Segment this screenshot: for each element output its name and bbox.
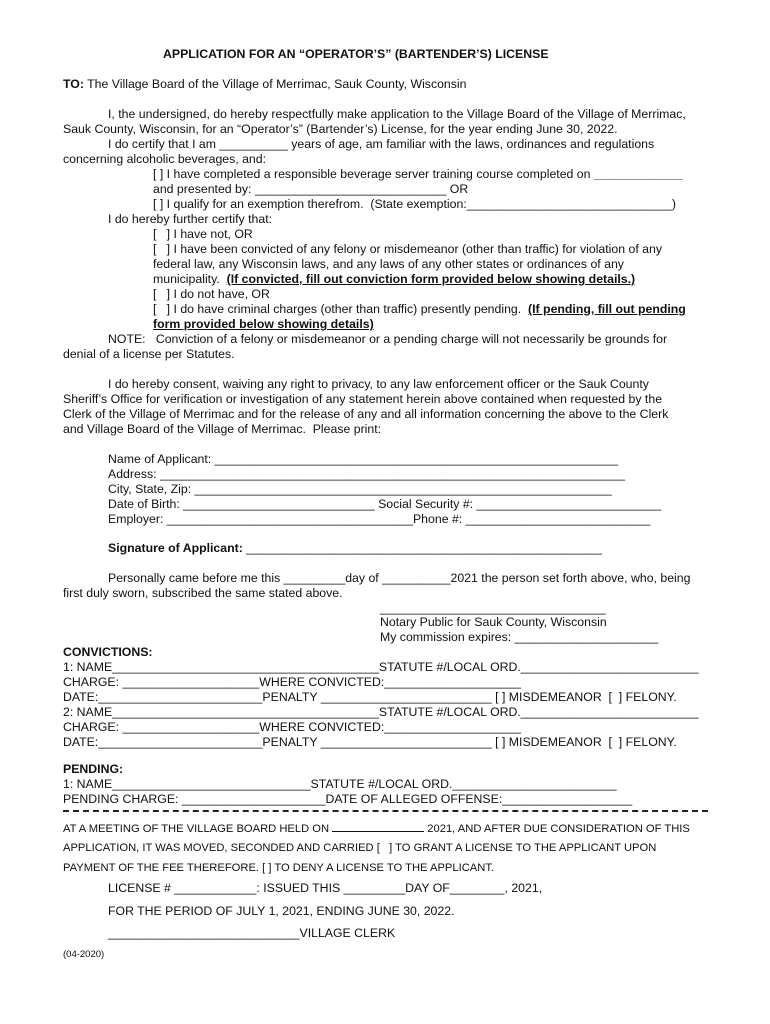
form-code: (04-2020) (63, 949, 105, 960)
training-presented-by[interactable]: and presented by: ____________________________ OR (153, 182, 469, 196)
page-title: APPLICATION FOR AN “OPERATOR’S” (BARTENDER’S) LICENSE (163, 47, 549, 61)
consent-line-4: and Village Board of the Village of Merrimac. Please print: (63, 422, 382, 436)
convicted-option[interactable]: [ ] I have been convicted of any felony or misdemeanor (other than traffic) for violation of any (153, 242, 662, 256)
training-date-blank[interactable]: _____________ (593, 167, 683, 181)
pending-instruction-2: form provided below showing details) (153, 317, 374, 331)
notary-line-1: Personally came before me this _________day of __________2021 the person set forth above, who, being (108, 571, 691, 585)
meeting-date-blank[interactable] (332, 821, 424, 832)
city-state-zip-field[interactable]: City, State, Zip: _____________________________________________________________ (108, 482, 612, 496)
note-line-2: denial of a license per Statutes. (63, 347, 235, 361)
consent-line-1: I do hereby consent, waiving any right to privacy, to any law enforcement officer or the Sauk County (108, 377, 649, 391)
conviction-row[interactable]: 2: NAME_______________________________________STATUTE #/LOCAL ORD.__________________________ (63, 705, 699, 719)
intro-line-2: Sauk County, Wisconsin, for an “Operator’s” (Bartender’s) License, for the year ending June 30, 2022. (63, 122, 618, 136)
applicant-name-field[interactable]: Name of Applicant: ___________________________________________________________ (108, 452, 619, 466)
pending-row[interactable]: PENDING CHARGE: _____________________DATE OF ALLEGED OFFENSE:___________________ (63, 792, 633, 806)
conviction-row[interactable]: 1: NAME_______________________________________STATUTE #/LOCAL ORD.__________________________ (63, 660, 699, 674)
board-line-2: APPLICATION, IT WAS MOVED, SECONDED AND CARRIED [ ] TO GRANT A LICENSE TO THE APPLICANT UPON (63, 842, 657, 854)
conviction-row[interactable]: DATE:________________________PENALTY _________________________ [ ] MISDEMEANOR [ ] FELONY. (63, 690, 677, 704)
village-clerk-signature[interactable]: ____________________________VILLAGE CLERK (108, 926, 396, 940)
conviction-row[interactable]: CHARGE: ____________________WHERE CONVICTED:____________________ (63, 720, 522, 734)
license-number-line[interactable]: LICENSE # ____________: ISSUED THIS _________DAY OF________, 2021, (108, 881, 543, 895)
notary-signature-line[interactable]: _________________________________ (380, 601, 606, 615)
further-certify: I do hereby further certify that: (108, 212, 273, 226)
pending-option-text: [ ] I do have criminal charges (other than traffic) presently pending. (153, 302, 522, 316)
consent-line-2: Sheriff’s Office for verification or investigation of any statement herein above contained when requested by the (63, 392, 663, 406)
to-line (63, 77, 467, 91)
board-line-1 (63, 821, 690, 836)
convicted-line-3 (153, 272, 635, 286)
note-line-1: NOTE: Conviction of a felony or misdemeanor or a pending charge will not necessarily be grounds for (108, 332, 668, 346)
have-not-option[interactable]: [ ] I have not, OR (153, 227, 253, 241)
certify-line-1: I do certify that I am __________ years of age, am familiar with the laws, ordinances and regulations (108, 137, 655, 151)
do-not-have-option[interactable]: [ ] I do not have, OR (153, 287, 270, 301)
pending-instruction: (If pending, fill out pending (528, 302, 686, 316)
exemption-option[interactable]: [ ] I qualify for an exemption therefrom. (State exemption:______________________________) (153, 197, 676, 211)
pending-heading: PENDING: (63, 762, 124, 776)
intro-line-1: I, the undersigned, do hereby respectfully make application to the Village Board of the Village of Merrimac, (108, 107, 686, 121)
signature-field[interactable] (108, 541, 602, 555)
signature-label: Signature of Applicant: (108, 541, 243, 555)
consent-line-3: Clerk of the Village of Merrimac and for the release of any and all information concerning the above to the Clerk (63, 407, 669, 421)
license-period: FOR THE PERIOD OF JULY 1, 2021, ENDING JUNE 30, 2022. (108, 904, 455, 918)
pending-row[interactable]: 1: NAME_____________________________STATUTE #/LOCAL ORD.________________________ (63, 777, 617, 791)
convicted-line-3a: municipality. (153, 272, 220, 286)
pending-option[interactable] (153, 302, 686, 316)
divider (63, 810, 708, 812)
conviction-row[interactable]: DATE:________________________PENALTY _________________________ [ ] MISDEMEANOR [ ] FELONY. (63, 735, 677, 749)
convicted-line-2: federal law, any Wisconsin laws, and any laws of any other states or ordinances of any (153, 257, 624, 271)
dob-ssn-field[interactable]: Date of Birth: ____________________________ Social Security #: ___________________________ (108, 497, 662, 511)
conviction-row[interactable]: CHARGE: ____________________WHERE CONVICTED:____________________ (63, 675, 522, 689)
notary-public-label: Notary Public for Sauk County, Wisconsin (380, 615, 607, 629)
training-text: [ ] I have completed a responsible beverage server training course completed on (153, 167, 591, 181)
to-label: TO: (63, 77, 84, 91)
board-line-1b: 2021, AND AFTER DUE CONSIDERATION OF THIS (427, 823, 690, 835)
to-text: The Village Board of the Village of Merrimac, Sauk County, Wisconsin (87, 77, 467, 91)
signature-line[interactable]: ____________________________________________________ (242, 541, 602, 555)
commission-expires-field[interactable]: My commission expires: _____________________ (380, 630, 659, 644)
certify-line-2: concerning alcoholic beverages, and: (63, 152, 267, 166)
training-option[interactable] (153, 167, 683, 181)
convictions-heading: CONVICTIONS: (63, 645, 153, 659)
notary-line-2: first duly sworn, subscribed the same stated above. (63, 586, 343, 600)
address-field[interactable]: Address: ____________________________________________________________________ (108, 467, 625, 481)
conviction-instruction: (If convicted, fill out conviction form provided below showing details.) (226, 272, 636, 286)
board-line-3: PAYMENT OF THE FEE THEREFORE. [ ] TO DENY A LICENSE TO THE APPLICANT. (63, 862, 495, 874)
employer-phone-field[interactable]: Employer: ____________________________________Phone #: ___________________________ (108, 512, 651, 526)
board-line-1a: AT A MEETING OF THE VILLAGE BOARD HELD ON (63, 823, 330, 835)
